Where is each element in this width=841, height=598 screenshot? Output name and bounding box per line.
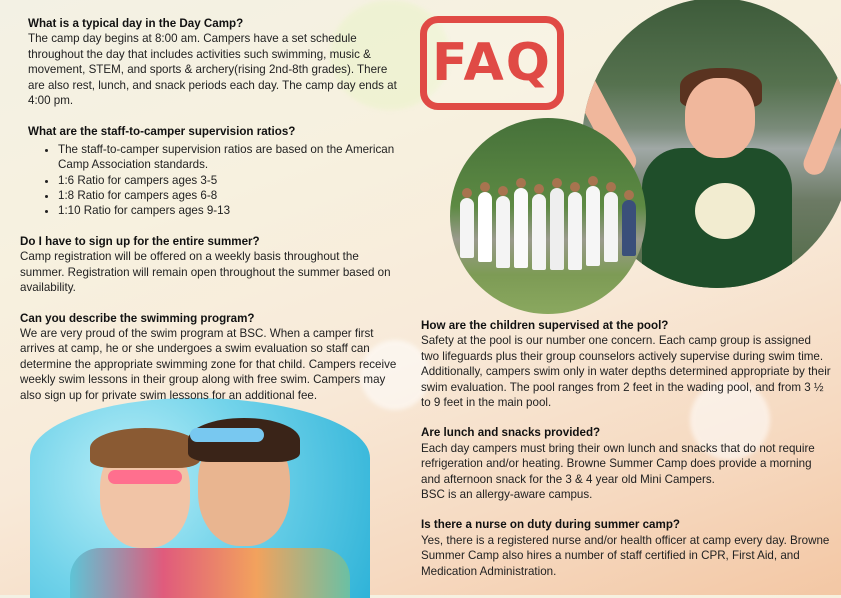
camper-figure (496, 196, 510, 268)
faq-question: Are lunch and snacks provided? (421, 426, 601, 440)
faq-lunch-snacks (421, 425, 831, 502)
faq-left-column (20, 16, 400, 403)
faq-swimming-program (20, 311, 400, 403)
faq-badge-text: FAQ (431, 33, 552, 93)
goggles-icon (190, 428, 264, 442)
camper-figure (550, 188, 564, 270)
camper-figure (604, 192, 618, 262)
camp-logo-icon (692, 180, 758, 242)
faq-question: What is a typical day in the Day Camp? (28, 17, 244, 30)
faq-question: Can you describe the swimming program? (20, 311, 255, 325)
faq-pool-supervision (421, 318, 831, 410)
girl-hair (90, 428, 200, 468)
faq-badge (420, 16, 564, 110)
faq-question: Is there a nurse on duty during summer camp? (421, 518, 680, 532)
faq-signup (20, 234, 400, 296)
camper-figure (586, 186, 600, 266)
list-item: • The staff-to-camper supervision ratios are based on the American Camp Association standards. (58, 142, 400, 173)
boy-face (685, 78, 755, 158)
boy-arm (800, 68, 841, 178)
camper-figure (532, 194, 546, 270)
faq-nurse (421, 517, 831, 579)
faq-right-column (421, 318, 831, 579)
faq-answer-note: BSC is an allergy-aware campus. (421, 488, 593, 502)
list-item: • 1:6 Ratio for campers ages 3-5 (58, 173, 400, 188)
camper-figure (622, 200, 636, 256)
camper-figure (460, 198, 474, 258)
faq-typical-day (28, 16, 400, 108)
photo-pool-girls (30, 398, 370, 598)
goggles-icon (108, 470, 182, 484)
faq-answer: Each day campers must bring their own lunch and snacks that do not require refrigeration and/or heating. Browne Summer Camp does provide a morning and afternoon snack for the 3 & 4 year old Mini Campers. (421, 441, 815, 486)
faq-answer: Safety at the pool is our number one concern. Each camp group is assigned two lifeguards plus their group counselors actively supervise during swim time. Additionally, campers swim only in water depths determined appropriate by their swim evaluation. The pool ranges from 2 feet in the wading pool, and from 3 ½ to 9 feet in the main pool. (421, 334, 831, 410)
list-item: • 1:8 Ratio for campers ages 6-8 (58, 188, 400, 203)
faq-answer: Yes, there is a registered nurse and/or health officer at camp every day. Browne Summer Camp also hires a number of staff certified in CPR, First Aid, and Medication Administration. (421, 533, 830, 578)
camper-figure (514, 188, 528, 268)
faq-question: What are the staff-to-camper supervision ratios? (28, 125, 296, 139)
faq-question: Do I have to sign up for the entire summer? (20, 234, 260, 248)
camper-figure (478, 192, 492, 262)
faq-answer: The camp day begins at 8:00 am. Campers have a set schedule throughout the day that includes activities such swimming, music & movement, STEM, and sports & archery(rising 2nd-8th grades). There are also rest, lunch, and snack periods each day. The camp day ends at 4:00 pm. (28, 32, 397, 108)
swimsuit (70, 548, 350, 598)
faq-supervision-ratios (28, 124, 400, 218)
faq-answer: Camp registration will be offered on a weekly basis throughout the summer. Registration will remain open throughout the summer based on availability. (20, 250, 391, 295)
camper-figure (568, 192, 582, 270)
photo-camper-group (450, 118, 646, 314)
faq-question: How are the children supervised at the pool? (421, 319, 669, 332)
faq-answer: We are very proud of the swim program at BSC. When a camper first arrives at camp, he or she undergoes a swim evaluation so staff can determine the appropriate swimming zone for that child. Campers receive weekly swim lessons in their group along with free swim. Campers may also sign up for private swim lessons for an additional fee. (20, 326, 397, 402)
list-item: • 1:10 Ratio for campers ages 9-13 (58, 203, 400, 218)
ratio-list (28, 142, 400, 219)
